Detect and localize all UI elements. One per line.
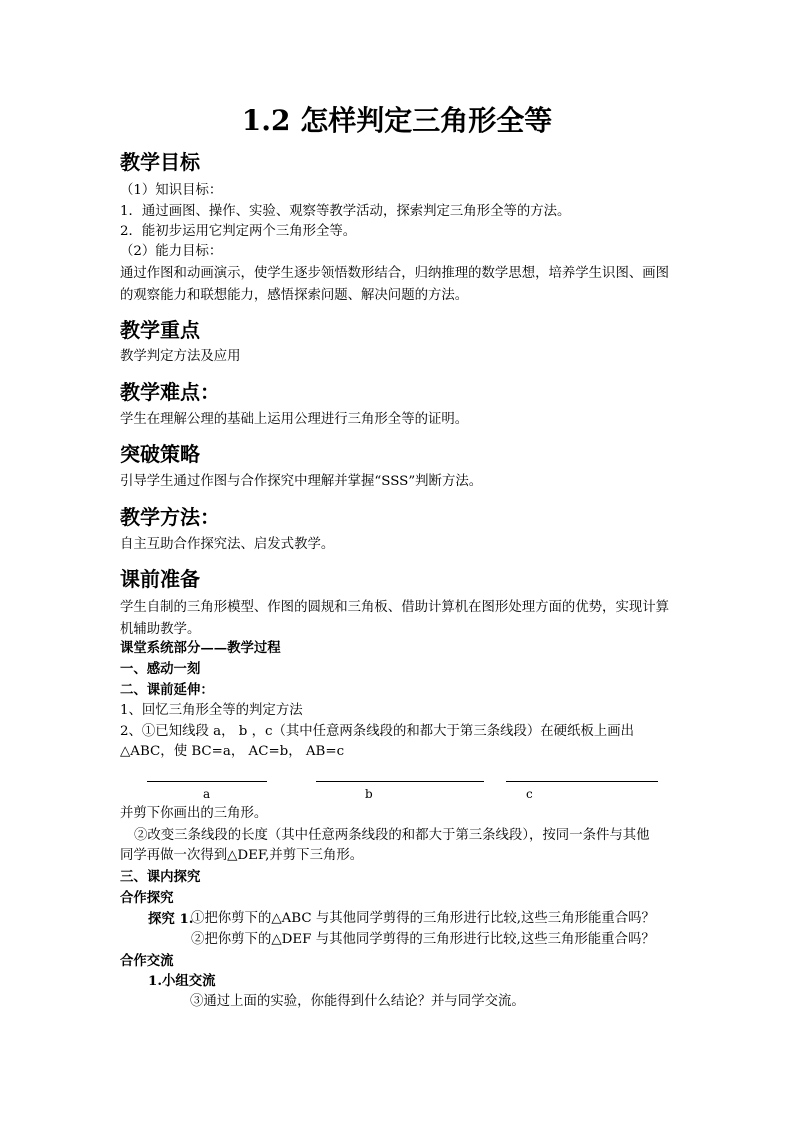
exchange-question-3: ③通过上面的实验，你能得到什么结论？并与同学交流。 [190, 994, 525, 1009]
methods-text: 自主互助合作探究法、启发式教学。 [120, 537, 335, 552]
part-3-heading: 三、课内探究 [120, 869, 201, 885]
group-exchange-heading: 1.小组交流 [148, 973, 216, 989]
goal-item-1: 1．通过画图、操作、实验、观察等教学活动，探索判定三角形全等的方法。 [120, 204, 571, 219]
item-2-2-line-1: ②改变三条线段的长度（其中任意两条线段的和都大于第三条线段），按同一条件与其他 [134, 828, 650, 843]
segment-a-label: a [203, 787, 211, 801]
segment-b-line [316, 781, 484, 782]
heading-strategy: 突破策略 [120, 442, 200, 466]
segment-b-label: b [365, 787, 373, 801]
item-2-line-2: △ABC，使 BC=a， AC=b， AB=c [120, 744, 345, 759]
cooperative-exchange-heading: 合作交流 [120, 953, 174, 969]
knowledge-goal-label: （1）知识目标： [120, 183, 223, 198]
process-title: 课堂系统部分——教学过程 [120, 640, 281, 656]
goal-item-2: 2．能初步运用它判定两个三角形全等。 [120, 224, 357, 239]
difficulties-text: 学生在理解公理的基础上运用公理进行三角形全等的证明。 [120, 412, 469, 427]
segment-c-label: c [526, 787, 533, 801]
strategy-text: 引导学生通过作图与合作探究中理解并掌握“SSS”判断方法。 [120, 474, 483, 489]
part-1-heading: 一、感动一刻 [120, 661, 201, 677]
item-2-line-1: 2、①已知线段 a， b ，c（其中任意两条线段的和都大于第三条线段）在硬纸板上画出 [120, 724, 635, 739]
page-title: 1.2 怎样判定三角形全等 [241, 104, 553, 137]
cut-instruction: 并剪下你画出的三角形。 [120, 806, 268, 821]
heading-teaching-goals: 教学目标 [120, 150, 200, 174]
segment-c-line [506, 781, 658, 782]
item-2-2-line-2: 同学再做一次得到△DEF,并剪下三角形。 [120, 848, 364, 863]
heading-difficulties: 教学难点： [120, 380, 220, 404]
ability-goal-label: （2）能力目标： [120, 244, 223, 259]
item-1: 1、回忆三角形全等的判定方法 [120, 703, 303, 718]
heading-key-points: 教学重点 [120, 318, 200, 342]
heading-methods: 教学方法： [120, 505, 220, 529]
explore-1-label: 探究 1. [148, 911, 194, 927]
part-2-heading: 二、课前延伸： [120, 682, 214, 698]
preparation-text: 学生自制的三角形模型、作图的圆规和三角板、借助计算机在图形处理方面的优势，实现计算机辅助教学。 [120, 600, 670, 637]
explore-question-1: ①把你剪下的△ABC 与其他同学剪得的三角形进行比较,这些三角形能重合吗？ [191, 911, 655, 926]
explore-question-2: ②把你剪下的△DEF 与其他同学剪得的三角形进行比较,这些三角形能重合吗？ [191, 932, 655, 947]
key-points-text: 教学判定方法及应用 [120, 349, 241, 364]
ability-goal-text: 通过作图和动画演示，使学生逐步领悟数形结合，归纳推理的数学思想，培养学生识图、画图的观察能力和联想能力，感悟探索问题、解决问题的方法。 [120, 266, 670, 303]
segment-a-line [147, 781, 267, 782]
cooperative-exploration-heading: 合作探究 [120, 890, 174, 906]
heading-preparation: 课前准备 [120, 567, 200, 591]
